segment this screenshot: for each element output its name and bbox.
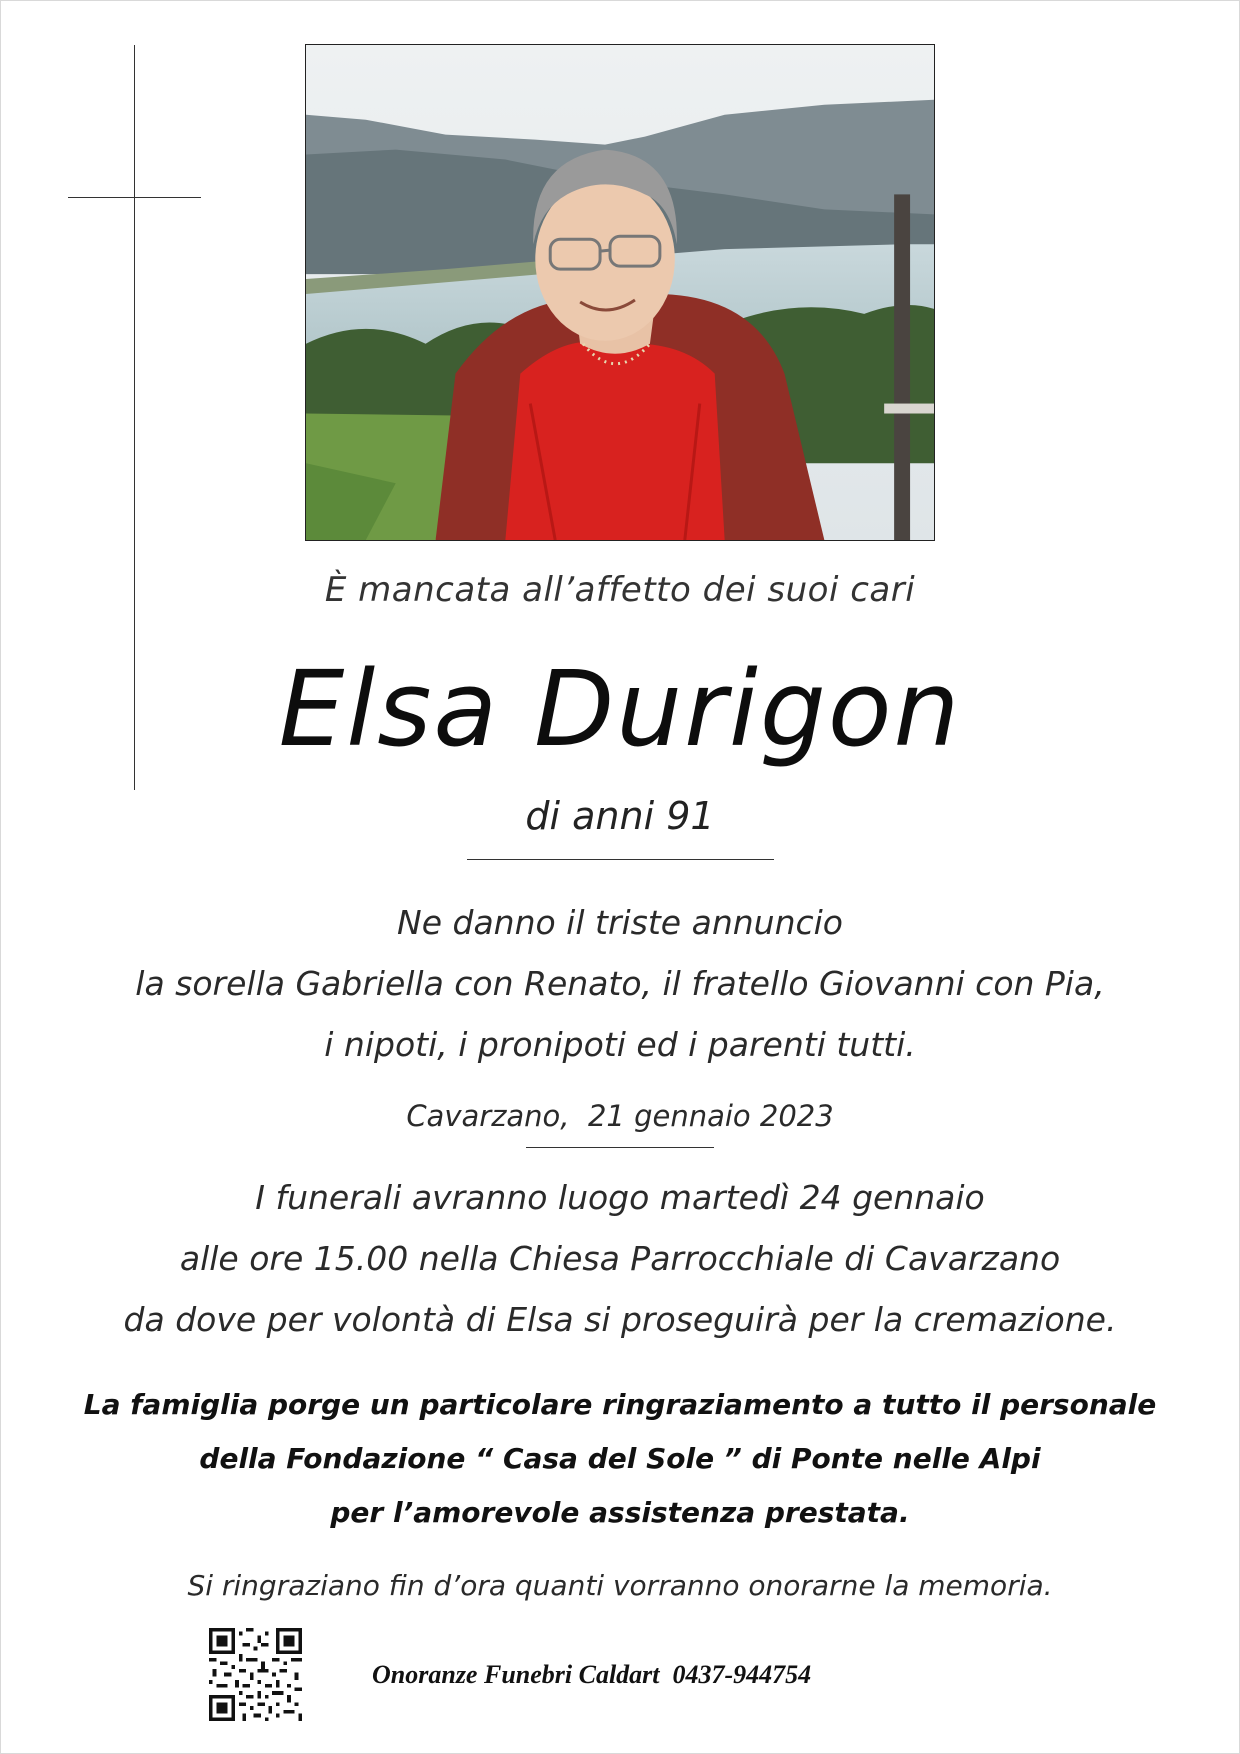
portrait-photo xyxy=(305,44,935,541)
funeral-line: I funerali avranno luogo martedì 24 gennaio xyxy=(255,1178,985,1217)
thanks-line: per l’amorevole assistenza prestata. xyxy=(330,1496,910,1529)
place-date: Cavarzano, 21 gennaio 2023 xyxy=(406,1099,834,1133)
announcement-line: la sorella Gabriella con Renato, il fratello Giovanni con Pia, xyxy=(135,964,1105,1003)
announcement-line: Ne danno il triste annuncio xyxy=(397,903,843,942)
funeral-line: alle ore 15.00 nella Chiesa Parrocchiale di Cavarzano xyxy=(179,1239,1061,1278)
cross-horizontal-bar xyxy=(68,197,201,198)
divider xyxy=(467,859,774,860)
announcement-block xyxy=(0,892,1240,1075)
deceased-name: Elsa Durigon xyxy=(278,648,962,770)
thanks-line: La famiglia porge un particolare ringraziamento a tutto il personale xyxy=(83,1388,1157,1421)
qr-code-icon[interactable] xyxy=(209,1628,302,1721)
funeral-agency-contact: Onoranze Funebri Caldart 0437-944754 xyxy=(372,1660,812,1689)
announcement-line: i nipoti, i pronipoti ed i parenti tutti. xyxy=(324,1025,916,1064)
memory-line: Si ringraziano fin d’ora quanti vorranno onorarne la memoria. xyxy=(187,1569,1053,1602)
portrait-illustration xyxy=(306,45,934,540)
divider xyxy=(526,1147,714,1148)
qr-code-graphic xyxy=(209,1628,302,1721)
thanks-block xyxy=(0,1378,1240,1540)
funeral-line: da dove per volontà di Elsa si proseguirà per la cremazione. xyxy=(123,1300,1117,1339)
age-text: di anni 91 xyxy=(525,794,715,838)
intro-text: È mancata all’affetto dei suoi cari xyxy=(324,570,916,610)
thanks-line: della Fondazione “ Casa del Sole ” di Ponte nelle Alpi xyxy=(199,1442,1041,1475)
funeral-block xyxy=(0,1167,1240,1350)
